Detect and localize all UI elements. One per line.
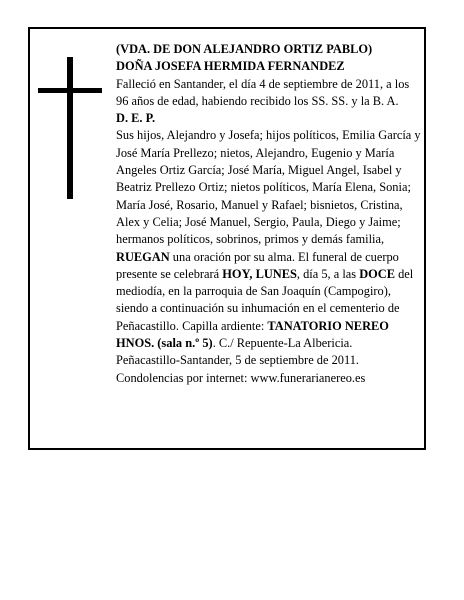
ruegan-text: RUEGAN: [116, 249, 170, 264]
funeral-text-2: , día 5, a las: [296, 266, 360, 281]
death-details: Falleció en Santander, el día 4 de septiembre de 2011, a los 96 años de edad, habiendo recibido los SS. SS. y la B. A.: [116, 76, 410, 108]
obituary-frame: [28, 27, 426, 450]
place-date: Peñacastillo-Santander, 5 de septiembre de 2011.: [116, 353, 359, 368]
condolences-line: Condolencias por internet: www.funerarianereo.es: [116, 370, 366, 385]
tanatorio-name: TANATORIO NEREO HNOS. (sala n.º 5): [116, 318, 389, 351]
deceased-name: DOÑA JOSEFA HERMIDA FERNANDEZ: [116, 59, 345, 74]
obituary-text: [116, 41, 422, 387]
funeral-text-3: del mediodía, en la parroquia de San Joaquín (Campogiro), siendo a continuación su inhumación en el cementerio de Peñacastillo. Capilla ardiente:: [116, 266, 414, 333]
cross-icon: [67, 57, 73, 199]
cross-icon-bar: [38, 88, 102, 93]
dep-line: D. E. P.: [116, 111, 156, 126]
funeral-day: HOY, LUNES: [222, 266, 297, 281]
family-list: Sus hijos, Alejandro y Josefa; hijos políticos, Emilia García y José María Prellezo; nietos, Alejandro, Eugenio y María Angeles Ortiz García; José María, Miguel Angel, Isabel y Beatriz Prellezo Ortiz; nietos políticos, María Elena, Sonia; María José, Rosario, Manuel y Rafael; bisnietos, Cristina, Alex y Celia; José Manuel, Sergio, Paula, Diego y Jaime; hermanos políticos, sobrinos, primos y demás familia,: [116, 128, 421, 247]
tanatorio-address: . C./ Repuente-La Albericia.: [212, 336, 353, 351]
funeral-hour: DOCE: [359, 266, 395, 281]
funeral-details: [116, 249, 422, 353]
widow-line: (VDA. DE DON ALEJANDRO ORTIZ PABLO): [116, 42, 373, 56]
funeral-text-1: una oración por su alma. El funeral de cuerpo presente se celebrará: [116, 249, 399, 281]
